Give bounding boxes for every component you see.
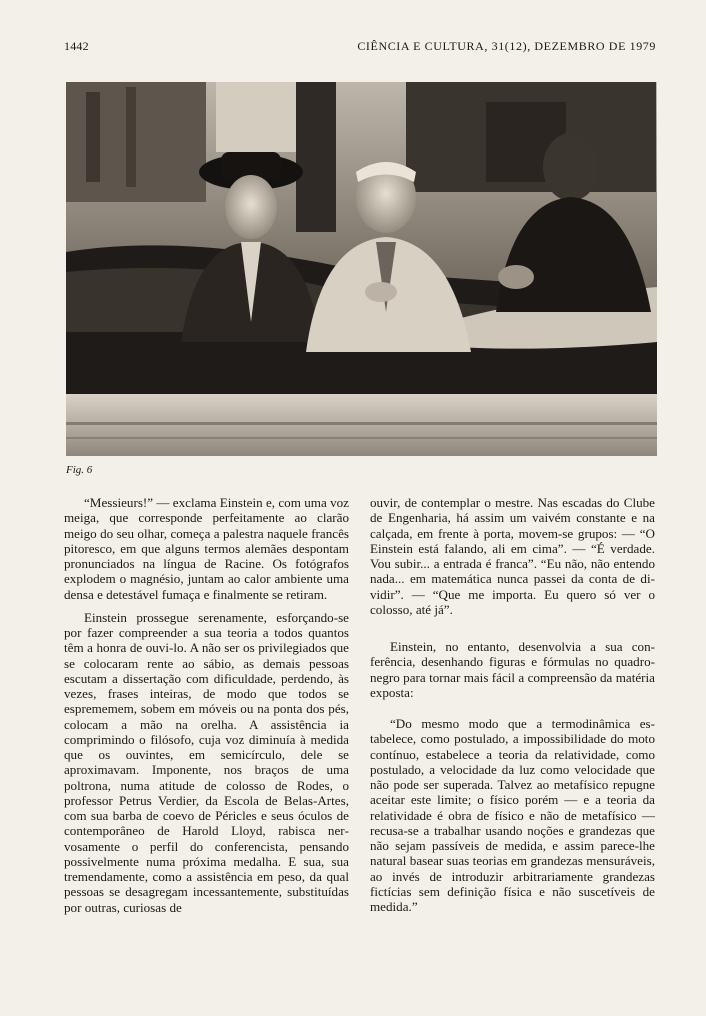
photograph xyxy=(66,82,657,456)
photograph-image xyxy=(66,82,657,456)
figure-caption: Fig. 6 xyxy=(66,464,93,476)
paragraph: Einstein prossegue serenamente, esforçando-se por fazer compreender a sua teoria a todos quantos têm a honra de ouvi-lo. A não ser os privilegiados que se colocaram rente ao sábio, as demais pessoas escutam a dissertação com dificuldade, perdendo, às vezes, frases inteiras, de modo que todos se esprememem, sobem em móveis ou na ponta dos pés, colocam a mão na orelha. A assistência ia comprimindo o filósofo, cuja voz diminuía à medida que os ouvintes, em semicírculo, dele se aproximavam. Imponente, nos braços de uma poltrona, numa atitude de colosso de Rodes, o professor Petrus Verdier, da Escola de Belas-Artes, com sua barba de coevo de Péricles e seus óculos de contemporâneo de Harold Lloyd, rabisca nervosamente o perfil do conferencista, pensando possivelmente numa próxima medalha. E sua, sua tremendamente, como a assistência em peso, da qual pessoas se desagregam incessantemente, substituídas por outras, curiosas de xyxy=(64,609,349,915)
text-column-right xyxy=(370,495,655,914)
paragraph: “Messieurs!” — exclama Einstein e, com uma voz meiga, que corresponde perfeitamente ao clarão meigo do seu olhar, começa a palestra naquele francês pitoresco, em que alguns termos alemães despontam pronunciados na língua de Racine. Os fotógrafos explodem o magnésio, juntam ao calor ambiente uma densa e detestável fumaça e finalmente se retiram. xyxy=(64,495,349,602)
paragraph: ouvir, de contemplar o mestre. Nas escadas do Clube de Engenharia, há assim um vaivém constante e na calçada, em frente à porta, movem-se grupos: — “O Einstein está falando, ali em cima”. — “É verdade. Vou subir... a entrada é franca”. “Eu não, não entendo nada... em matemática nunca passei da conta de dividir”. — “Que me importa. Eu quero só ver o colosso, até já”. xyxy=(370,495,655,617)
page-number: 1442 xyxy=(64,39,89,53)
paragraph: Einstein, no entanto, desenvolvia a sua conferência, desenhando figuras e fórmulas no quadro-negro para tornar mais fácil a compreensão da matéria exposta: xyxy=(370,639,655,700)
text-column-left xyxy=(64,495,349,915)
block-quote: “Do mesmo modo que a termodinâmica estabelece, como postulado, a impossibilidade do moto contínuo, estabelece a teoria da relatividade, como postulado, a velocidade da luz como velocidade que não pode ser superada. Talvez ao metafísico repugne aceitar este limite; o físico porém — e a teoria da relatividade é obra de físico e não de metafísico — recusa-se a trabalhar usando noções e grandezas que não sejam passíveis de medida, e assim parece-lhe natural basear suas teorias em grandezas mensuráveis, ao invés de introduzir arbitrariamente grandezas fictícias sem definição física e não suscetíveis de medida.” xyxy=(370,716,655,914)
running-head: CIÊNCIA E CULTURA, 31(12), DEZEMBRO DE 1979 xyxy=(357,39,656,53)
